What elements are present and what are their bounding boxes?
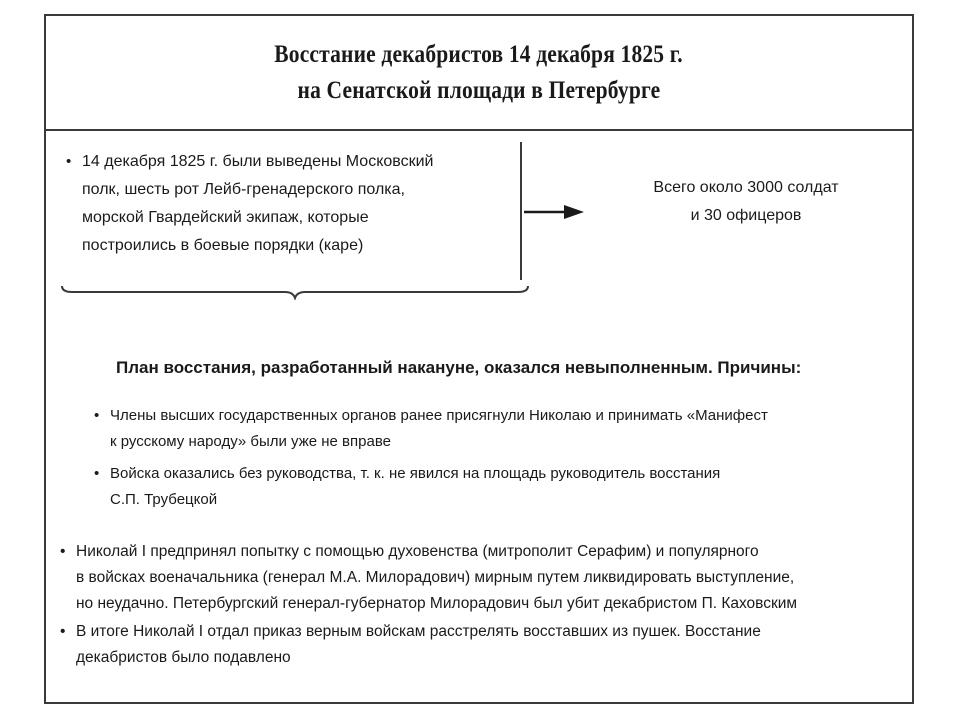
bullet: •: [66, 153, 72, 170]
bullet: •: [94, 465, 100, 482]
reason-line: С.П. Трубецкой: [110, 491, 218, 508]
bullet: •: [60, 543, 66, 560]
title-line-1: Восстание декабристов 14 декабря 1825 г.: [274, 40, 684, 68]
brace-icon: [60, 284, 530, 300]
troops-line: построились в боевые порядки (каре): [82, 237, 364, 254]
outcome-line: но неудачно. Петербургский генерал-губернатор Милорадович был убит декабристом П. Каховским: [76, 595, 798, 612]
title-box: [46, 16, 912, 131]
troops-line: морской Гвардейский экипаж, которые: [82, 209, 369, 226]
total-line: и 30 офицеров: [690, 207, 802, 224]
arrow-right-icon: [524, 202, 586, 222]
document-frame: [44, 14, 914, 704]
list-item: [94, 403, 914, 455]
outcome-line: Николай I предпринял попытку с помощью духовенства (митрополит Серафим) и популярного: [76, 543, 759, 560]
reason-line: Войска оказались без руководства, т. к. не явился на площадь руководитель восстания: [110, 465, 721, 482]
reason-line: к русскому народу» были уже не вправе: [110, 433, 391, 450]
outcome-line: В итоге Николай I отдал приказ верным войскам расстрелять восставших из пушек. Восстание: [76, 623, 761, 640]
outcome-line: в войсках военачальника (генерал М.А. Милорадович) мирным путем ликвидировать выступление,: [76, 569, 795, 586]
outcome-line: декабристов было подавлено: [76, 649, 291, 666]
divider-line: [520, 142, 522, 280]
list-item: [60, 539, 910, 617]
list-item: [60, 619, 910, 671]
plan-heading: План восстания, разработанный накануне, оказался невыполненным. Причины:: [116, 358, 802, 377]
list-item: [94, 461, 914, 513]
total-count: [616, 174, 876, 230]
reason-list: [94, 403, 914, 519]
reason-line: Члены высших государственных органов ранее присягнули Николаю и принимать «Манифест: [110, 407, 768, 424]
troops-description: [66, 148, 526, 260]
total-line: Всего около 3000 солдат: [653, 179, 839, 196]
outcome-list: [60, 539, 910, 673]
bullet: •: [60, 623, 66, 640]
troops-line: полк, шесть рот Лейб-гренадерского полка,: [82, 181, 405, 198]
troops-line: 14 декабря 1825 г. были выведены Московский: [82, 153, 434, 170]
bullet: •: [94, 407, 100, 424]
title-line-2: на Сенатской площади в Петербурге: [297, 76, 661, 104]
